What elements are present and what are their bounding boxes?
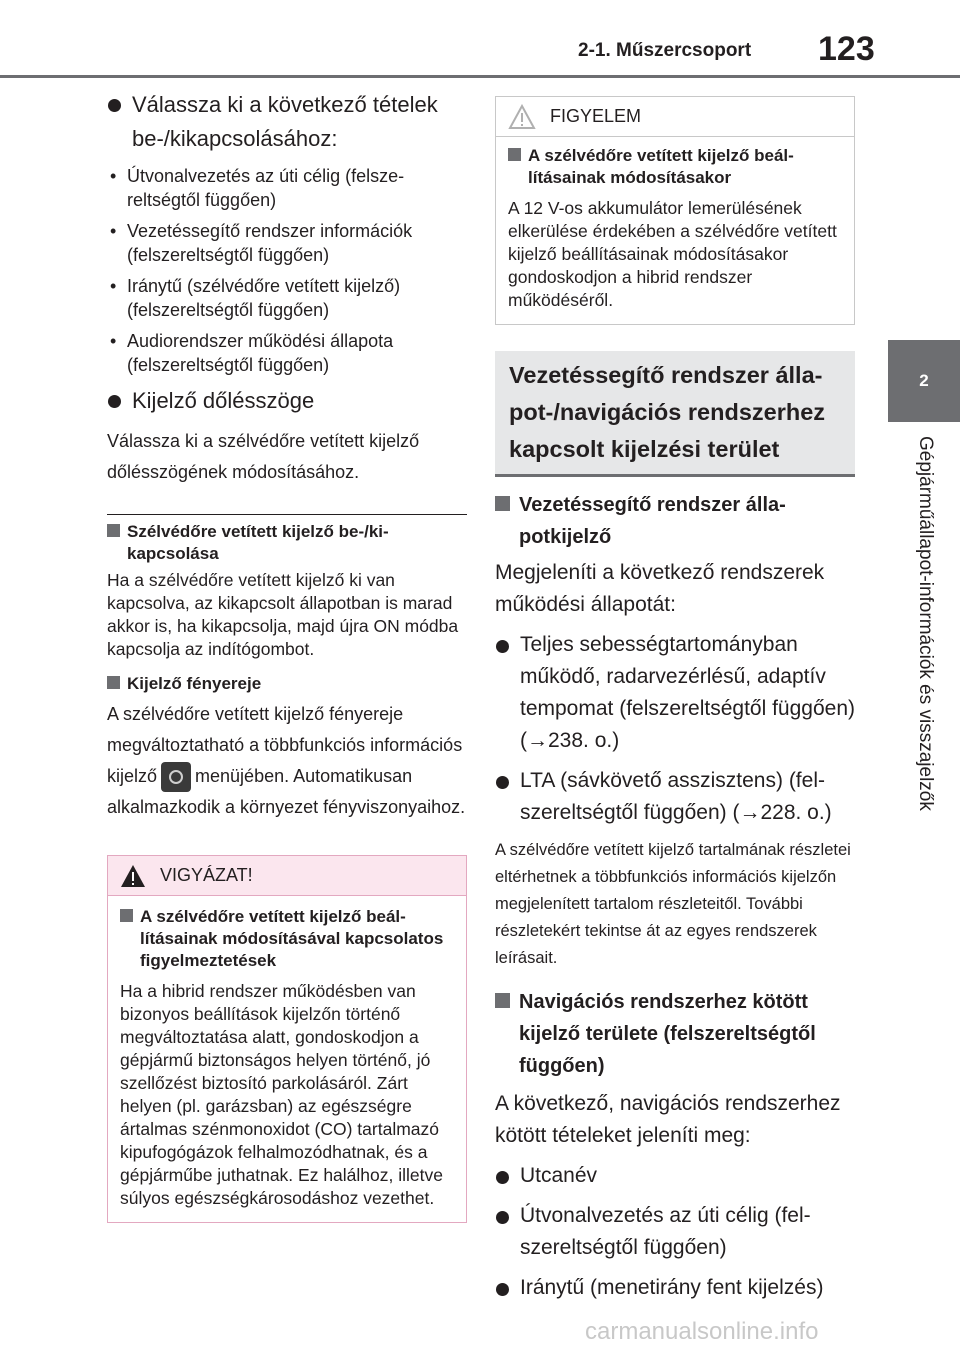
list-item: Útvonalvezetés az úti célig (felszereltségtől függően) xyxy=(495,1200,855,1264)
list-item: • Vezetéssegítő rendszer információk (felszereltségtől függően) xyxy=(110,221,413,265)
bullet-dot-icon: • xyxy=(110,331,117,351)
bullet-dot-icon xyxy=(496,1283,509,1296)
hud-onoff-text: Ha a szélvédőre vetített kijelző ki van kapcsolva, az kikapcsolt állapotban is marad akkor is, ha kikapcsolja, majd újra ON módba kapcsolja az indítógombot. xyxy=(107,570,459,659)
list-item: • Audiorendszer működési állapota (felszereltségtől függően) xyxy=(110,331,394,375)
header-section-title: 2-1. Műszercsoport xyxy=(578,40,752,61)
square-bullet-icon xyxy=(107,676,120,689)
square-bullet-icon xyxy=(495,993,510,1008)
assist-status-intro: Megjeleníti a következő rendszerek működési állapotát: xyxy=(495,561,825,616)
list-item: Utcanév xyxy=(495,1160,855,1192)
bullet-dot-icon xyxy=(496,1211,509,1224)
bullet-toggle-items: Válassza ki a következő tételek be-/kikapcsolásához: xyxy=(107,88,467,156)
header-rule xyxy=(0,75,960,78)
nav-area-intro: A következő, navigációs rendszerhez kötött tételeket jeleníti meg: xyxy=(495,1092,841,1147)
square-bullet-icon xyxy=(120,909,133,922)
bullet-dot-icon: • xyxy=(110,276,117,296)
watermark: carmanualsonline.info xyxy=(585,1318,819,1345)
left-column xyxy=(107,88,467,1223)
section-title-band: Vezetéssegítő rendszer állapot-/navigációs rendszerhez kapcsolt kijelzési terület xyxy=(495,351,855,477)
brightness-heading: Kijelző fényereje xyxy=(107,673,467,695)
hud-onoff-heading: Szélvédőre vetített kijelző be-/kikapcsolása xyxy=(107,521,467,565)
notice-triangle-icon xyxy=(508,104,536,130)
square-bullet-icon xyxy=(495,496,510,511)
caution-box xyxy=(107,855,467,1223)
notice-text: A 12 V-os akkumulátor lemerülésének elkerülése érdekében a szélvédőre vetített kijelző beállításainak módosításakor gondoskodjon a hibrid rendszer működéséről. xyxy=(508,198,837,310)
square-bullet-icon xyxy=(107,524,120,537)
brightness-text: A szélvédőre vetített kijelző fényereje megváltoztatható a többfunkciós információs kijelző menüjében. Automatikusan alkalmazkodik a környezet fényviszonyaihoz. xyxy=(107,704,466,818)
caution-title: VIGYÁZAT! xyxy=(160,865,253,886)
bullet-dot-icon xyxy=(496,776,509,789)
nav-area-heading: Navigációs rendszerhez kötött kijelző területe (felszereltségtől függően) xyxy=(495,986,855,1082)
caution-title-bar xyxy=(108,856,466,896)
caution-text: Ha a hibrid rendszer működésben van bizonyos beállítások kijelzőn történő megváltoztatása alatt, gondoskodjon a gépjármű biztonságos helyen történő, jó szellőzést biztosító parkolásáról. Zárt helyen (pl. garázsban) az egészségre ártalmas szénmonoxidot (CO) tartalmazó kipufogógázok felhalmozódhatnak, és a gépjárműbe juthatnak. Ez halálhoz, illetve súlyos egészségkárosodáshoz vezethet. xyxy=(120,981,443,1209)
bullet-dot-icon: • xyxy=(110,221,117,241)
assist-status-note: A szélvédőre vetített kijelző tartalmának részletei eltérhetnek a többfunkciós információs kijelzőn megjelenített tartalom részleteitől. További részletekért tekintse át az egyes rendszerek leírásait. xyxy=(495,841,851,967)
tilt-angle-text: Válassza ki a szélvédőre vetített kijelző dőlésszögének módosításához. xyxy=(107,431,420,482)
bullet-tilt-angle: Kijelző dőlésszöge xyxy=(107,384,467,418)
bullet-dot-icon xyxy=(108,99,121,112)
right-column xyxy=(495,96,855,1312)
list-item: LTA (sávkövető asszisztens) (felszereltségtől függően) (→228. o.) xyxy=(495,765,855,829)
notice-box xyxy=(495,96,855,325)
divider xyxy=(107,514,467,515)
settings-gear-icon xyxy=(161,762,191,792)
list-item: • Iránytű (szélvédőre vetített kijelző) (felszereltségtől függően) xyxy=(110,276,401,320)
chapter-tab xyxy=(888,340,960,422)
chapter-side-title: Gépjárműállapot-információk és visszajelzők xyxy=(915,436,936,811)
bullet-dot-icon xyxy=(496,1171,509,1184)
page-number: 123 xyxy=(818,30,875,68)
bullet-dot-icon xyxy=(496,640,509,653)
chapter-tab-number: 2 xyxy=(919,371,929,390)
warning-triangle-icon xyxy=(120,864,146,888)
notice-title: FIGYELEM xyxy=(550,106,642,126)
notice-title-bar xyxy=(496,97,854,137)
square-bullet-icon xyxy=(508,148,521,161)
caution-heading: A szélvédőre vetített kijelző beállításainak módosításával kapcsolatos figyelmeztetések xyxy=(120,906,454,972)
list-item: • Útvonalvezetés az úti célig (felszereltségtől függően) xyxy=(110,166,405,210)
bullet-dot-icon: • xyxy=(110,166,117,186)
list-item: Iránytű (menetirány fent kijelzés) xyxy=(495,1272,855,1304)
list-item: Teljes sebességtartományban működő, radarvezérlésű, adaptív tempomat (felszereltségtől függően) (→238. o.) xyxy=(495,629,855,757)
notice-heading: A szélvédőre vetített kijelző beállításainak módosításakor xyxy=(508,145,842,189)
assist-status-heading: Vezetéssegítő rendszer állapotkijelző xyxy=(495,489,855,553)
bullet-dot-icon xyxy=(108,395,121,408)
